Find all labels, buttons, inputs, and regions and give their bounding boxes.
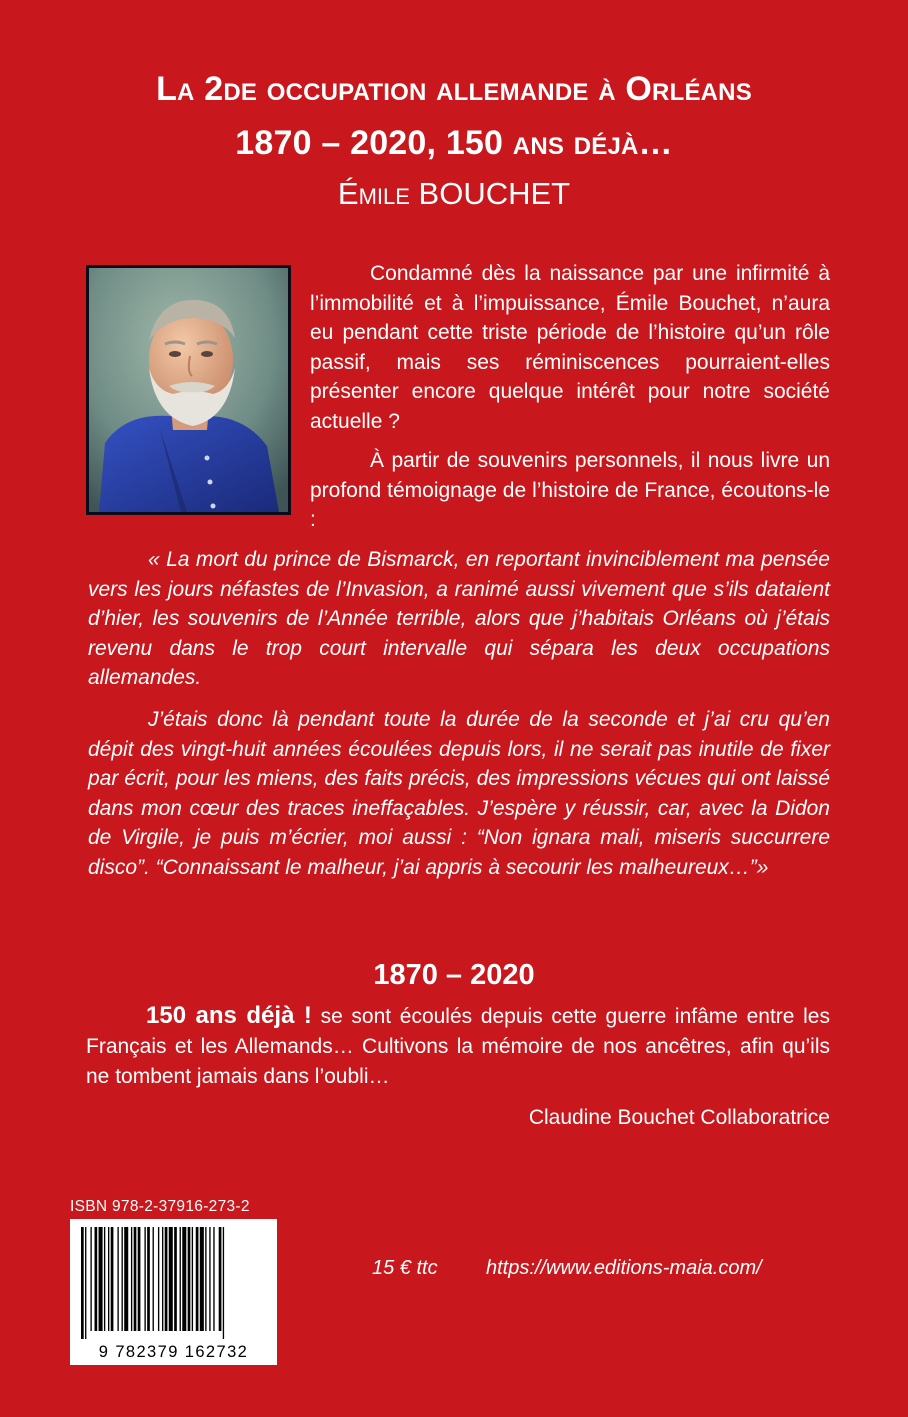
barcode-bar — [104, 1227, 105, 1331]
barcode-bar — [200, 1227, 204, 1331]
barcode-bar — [108, 1227, 109, 1331]
barcode-bar — [158, 1227, 159, 1331]
title-line-2: 1870 – 2020, 150 ans déjà… — [235, 124, 673, 162]
portrait-painting — [89, 268, 288, 512]
barcode-bar — [182, 1227, 186, 1331]
title-line-1: La 2de occupation allemande à Orléans — [156, 70, 752, 108]
barcode-bar — [153, 1227, 154, 1331]
barcode-bar — [192, 1227, 193, 1331]
barcode-bar — [99, 1227, 103, 1331]
barcode-bar — [131, 1227, 132, 1331]
barcode-bar — [165, 1227, 168, 1331]
barcode-bar — [134, 1227, 137, 1331]
title-block — [0, 62, 908, 216]
barcode-bar — [95, 1227, 98, 1331]
closing-lead: 150 ans déjà ! — [146, 1002, 312, 1029]
barcode-bar — [111, 1227, 114, 1331]
intro-paragraph-1: Condamné dès la naissance par une infirmité à l’immobilité et à l’impuissance, Émile Bouchet, n’aura eu pendant cette triste période de l’histoire qu’un rôle passif, mais ses réminiscences pourraient-elles présenter encore quelque intérêt pour notre société actuelle ? — [310, 262, 830, 433]
barcode-bar — [85, 1227, 86, 1339]
barcode-bar — [196, 1227, 199, 1331]
barcode-bar — [209, 1227, 210, 1331]
quote-paragraph-1: « La mort du prince de Bismarck, en reportant invinciblement ma pensée vers les jours néfastes de l’Invasion, a ranimé aussi vivement que s’ils dataient d’hier, les souvenirs de l’Année terrible, alors que j’habitais Orléans où j’étais revenu dans le trop court intervalle qui sépara les deux occupations allemandes. — [88, 548, 830, 689]
signature: Claudine Bouchet Collaboratrice — [528, 1106, 830, 1129]
closing-paragraph — [86, 1001, 830, 1092]
barcode-bar — [180, 1227, 181, 1331]
barcode-bar — [213, 1227, 214, 1331]
barcode-bar — [169, 1227, 173, 1331]
dates-heading: 1870 – 2020 — [373, 959, 535, 991]
barcode-bar — [188, 1227, 191, 1331]
barcode-bar — [138, 1227, 141, 1331]
barcode-bar — [223, 1227, 224, 1339]
barcode-bar — [122, 1227, 123, 1331]
barcode-bar — [124, 1227, 128, 1331]
author-name: Émile BOUCHET — [337, 176, 571, 211]
quote-paragraph-2: J’étais donc là pendant toute la durée de la seconde et j’ai cru qu’en dépit des vingt-huit années écoulées depuis lors, il ne serait pas inutile de fixer par écrit, pour les miens, des faits précis, des impressions vécues qui ont laissé dans mon cœur des traces ineffaçables. J’espère y réussir, car, avec la Didon de Virgile, je puis m’écrier, moi aussi : “Non ignara mali, miseris succurrere disco”. “Connaissant le malheur, j’ai appris à secourir les malheureux…”» — [88, 708, 830, 879]
barcode — [70, 1219, 277, 1365]
barcode-bars — [79, 1227, 268, 1339]
barcode-digits: 9 782379 162732 — [98, 1343, 249, 1361]
barcode-bar — [81, 1227, 84, 1339]
barcode-bar — [205, 1227, 206, 1331]
price: 15 € ttc — [372, 1257, 438, 1279]
publisher-url: https://www.editions-maia.com/ — [486, 1257, 762, 1279]
barcode-bar — [144, 1227, 145, 1331]
author-portrait — [86, 265, 291, 515]
barcode-bar — [162, 1227, 163, 1331]
intro-paragraph-2: À partir de souvenirs personnels, il nous livre un profond témoignage de l’histoire de France, écoutons-le : — [310, 449, 830, 531]
barcode-bar — [147, 1227, 150, 1331]
isbn-label: ISBN 978-2-37916-273-2 — [70, 1198, 250, 1215]
barcode-bar — [90, 1227, 91, 1331]
barcode-bar — [174, 1227, 177, 1331]
closing-text: se sont écoulés depuis cette guerre infâme entre les Français et les Allemands… Cultivons la mémoire de nos ancêtres, afin qu’ils ne tombent jamais dans l’oubli… — [86, 1005, 830, 1088]
barcode-bar — [219, 1227, 222, 1331]
barcode-bar — [117, 1227, 118, 1331]
